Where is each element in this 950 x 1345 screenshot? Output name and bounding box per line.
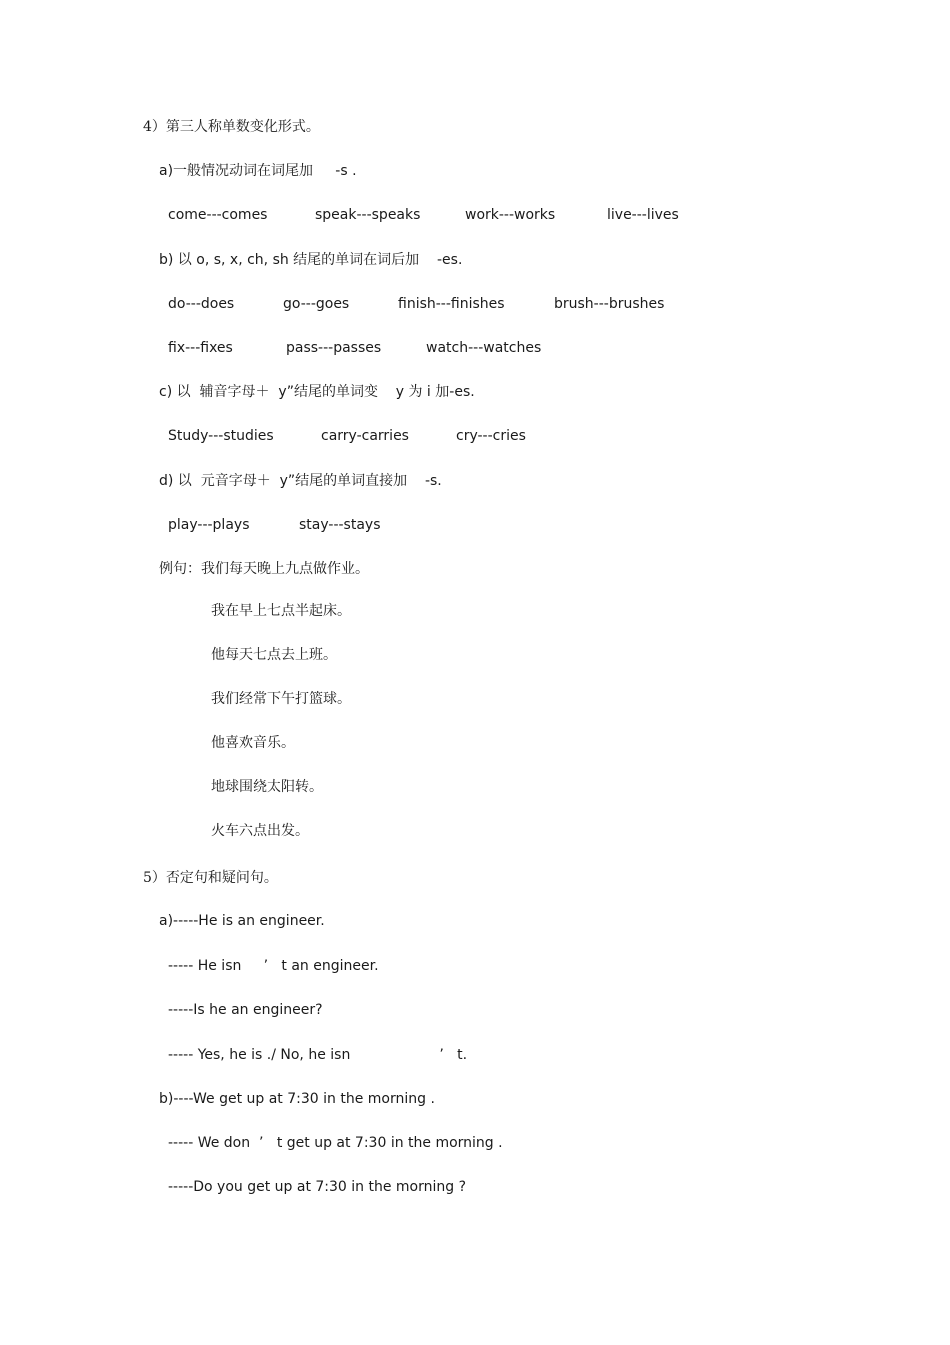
example-line: -----Do you get up at 7:30 in the morning ? [168,1179,467,1195]
rule-c: c) 以 辅音字母＋ y”结尾的单词变 y 为 i 加-es. [159,384,475,400]
word-pair: play---plays [168,517,250,533]
word-pair: finish---finishes [398,296,505,312]
word-pair: work---works [465,207,556,223]
word-pair: pass---passes [286,340,382,356]
example-line: -----Is he an engineer? [168,1002,323,1018]
word-pair: do---does [168,296,235,312]
example-sentence: 火车六点出发。 [211,823,309,839]
section-4-heading: 4）第三人称单数变化形式。 [143,119,320,135]
word-pair: Study---studies [168,428,274,444]
example-sentence: 我在早上七点半起床。 [211,603,351,619]
example-line: ----- Yes, he is ./ No, he isn ’ t. [168,1047,468,1063]
word-pair: carry-carries [321,428,409,444]
word-pair: go---goes [283,296,350,312]
word-pair: brush---brushes [554,296,665,312]
word-pair: speak---speaks [315,207,421,223]
example-line: b)----We get up at 7:30 in the morning . [159,1091,435,1107]
example-sentence: 我们经常下午打篮球。 [211,691,351,707]
section-5-heading: 5）否定句和疑问句。 [143,870,278,886]
example-sentence: 他喜欢音乐。 [211,735,295,751]
example-line: a)-----He is an engineer. [159,913,325,929]
word-pair: stay---stays [299,517,381,533]
example-sentence: 他每天七点去上班。 [211,647,337,663]
rule-d: d) 以 元音字母＋ y”结尾的单词直接加 -s. [159,473,442,489]
word-pair: fix---fixes [168,340,233,356]
example-line: ----- He isn ’ t an engineer. [168,958,379,974]
rule-b: b) 以 o, s, x, ch, sh 结尾的单词在词后加 -es. [159,252,463,268]
example-heading: 例句：我们每天晚上九点做作业。 [159,561,369,577]
word-pair: cry---cries [456,428,526,444]
rule-a: a)一般情况动词在词尾加 -s . [159,163,357,179]
example-line: ----- We don ’ t get up at 7:30 in the morning . [168,1135,503,1151]
word-pair: live---lives [607,207,679,223]
word-pair: watch---watches [426,340,542,356]
word-pair: come---comes [168,207,268,223]
example-sentence: 地球围绕太阳转。 [211,779,323,795]
